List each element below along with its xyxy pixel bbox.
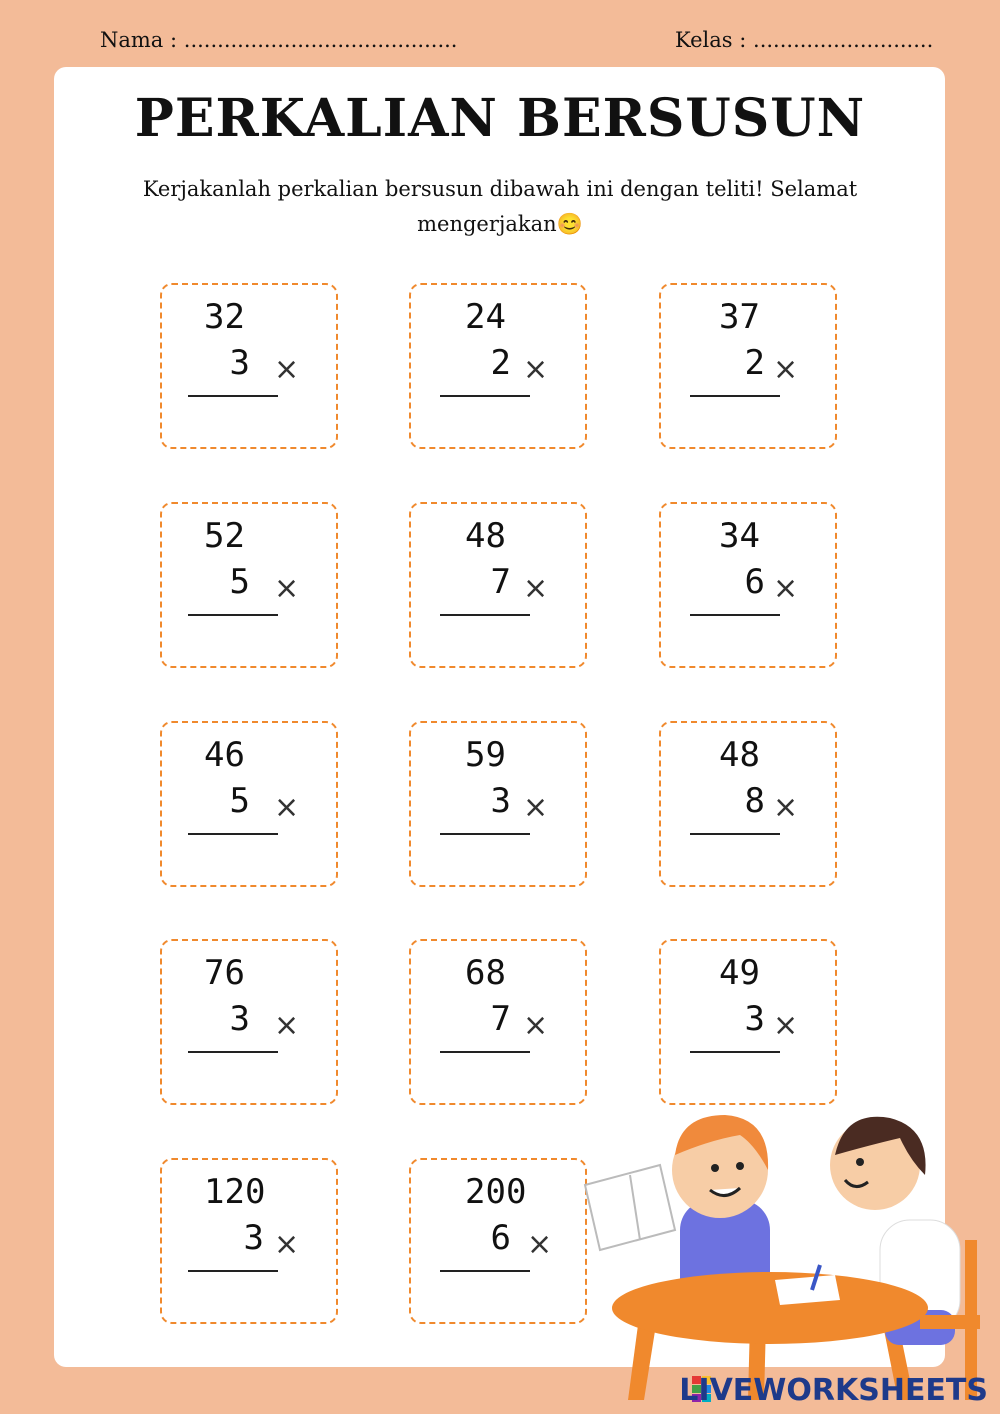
problem-box[interactable] (409, 502, 587, 668)
multiplicand: 24 (465, 297, 506, 337)
multiply-sign-icon: × (274, 1008, 300, 1043)
multiplier: 5 (229, 562, 250, 602)
multiply-sign-icon: × (523, 352, 549, 387)
multiplicand: 48 (719, 735, 760, 775)
problem-box[interactable] (160, 721, 338, 887)
problem-box[interactable] (160, 283, 338, 449)
answer-line (690, 1051, 780, 1053)
problem-box[interactable] (409, 283, 587, 449)
multiplier: 6 (744, 562, 765, 602)
multiplier: 7 (490, 999, 511, 1039)
multiplicand: 37 (719, 297, 760, 337)
multiplicand: 32 (204, 297, 245, 337)
instructions (100, 172, 900, 242)
name-field[interactable] (100, 28, 457, 52)
problem-box[interactable] (409, 721, 587, 887)
answer-line (440, 395, 530, 397)
kids-studying-illustration (580, 1100, 990, 1400)
multiplier: 3 (229, 343, 250, 383)
problem-box[interactable] (659, 283, 837, 449)
multiplicand: 49 (719, 953, 760, 993)
multiplier: 3 (744, 999, 765, 1039)
liveworksheets-watermark: LIVEWORKSHEETS (679, 1373, 988, 1408)
answer-line (690, 395, 780, 397)
answer-line (440, 1270, 530, 1272)
instructions-line-1: Kerjakanlah perkalian bersusun dibawah ini dengan teliti! Selamat (142, 177, 858, 201)
answer-line (188, 1051, 278, 1053)
multiply-sign-icon: × (773, 352, 799, 387)
answer-line (690, 614, 780, 616)
multiplicand: 200 (465, 1172, 527, 1212)
multiplicand: 59 (465, 735, 506, 775)
multiply-sign-icon: × (274, 571, 300, 606)
class-label: Kelas : (675, 28, 747, 52)
multiplier: 5 (229, 781, 250, 821)
multiply-sign-icon: × (523, 790, 549, 825)
problem-box[interactable] (160, 939, 338, 1105)
answer-line (440, 1051, 530, 1053)
problem-box[interactable] (409, 939, 587, 1105)
page-title: PERKALIAN BERSUSUN (134, 88, 866, 149)
multiply-sign-icon: × (274, 790, 300, 825)
problem-box[interactable] (409, 1158, 587, 1324)
name-blank[interactable]: ......................................... (183, 28, 458, 52)
multiplicand: 52 (204, 516, 245, 556)
answer-line (188, 1270, 278, 1272)
class-blank[interactable]: ........................... (753, 28, 934, 52)
multiplier: 2 (490, 343, 511, 383)
problem-box[interactable] (659, 502, 837, 668)
multiply-sign-icon: × (523, 1008, 549, 1043)
multiplier: 3 (229, 999, 250, 1039)
multiplicand: 76 (204, 953, 245, 993)
multiply-sign-icon: × (773, 1008, 799, 1043)
answer-line (690, 833, 780, 835)
answer-line (188, 614, 278, 616)
name-label: Nama : (100, 28, 178, 52)
instructions-line-2: mengerjakan😊 (417, 212, 583, 236)
answer-line (188, 833, 278, 835)
answer-line (440, 833, 530, 835)
answer-line (440, 614, 530, 616)
multiply-sign-icon: × (773, 571, 799, 606)
multiply-sign-icon: × (523, 571, 549, 606)
multiplier: 3 (243, 1218, 264, 1258)
class-field[interactable] (675, 28, 933, 52)
multiplier: 6 (490, 1218, 511, 1258)
multiplicand: 46 (204, 735, 245, 775)
answer-line (188, 395, 278, 397)
multiplier: 3 (490, 781, 511, 821)
problem-box[interactable] (659, 939, 837, 1105)
multiplicand: 48 (465, 516, 506, 556)
multiply-sign-icon: × (274, 1227, 300, 1262)
multiplier: 2 (744, 343, 765, 383)
problem-box[interactable] (160, 1158, 338, 1324)
multiplicand: 120 (204, 1172, 266, 1212)
multiplicand: 34 (719, 516, 760, 556)
multiply-sign-icon: × (274, 352, 300, 387)
problem-box[interactable] (160, 502, 338, 668)
problem-box[interactable] (659, 721, 837, 887)
multiplier: 7 (490, 562, 511, 602)
multiplicand: 68 (465, 953, 506, 993)
multiplier: 8 (744, 781, 765, 821)
multiply-sign-icon: × (773, 790, 799, 825)
multiply-sign-icon: × (527, 1227, 553, 1262)
